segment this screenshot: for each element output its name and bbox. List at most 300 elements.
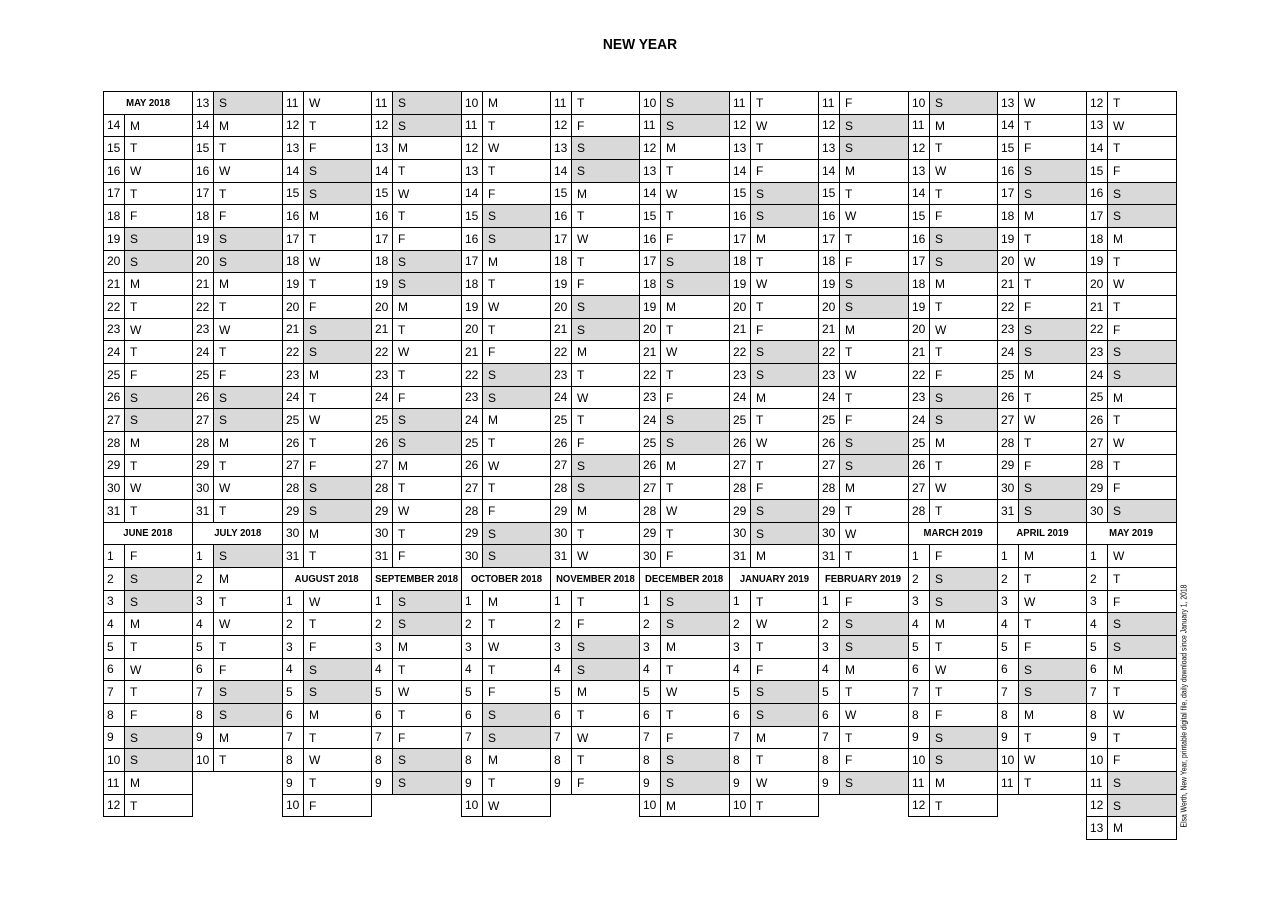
day-number: 26 — [909, 455, 930, 476]
weekday-letter: F — [1024, 141, 1032, 155]
day-number: 15 — [640, 205, 661, 227]
weekday-letter: S — [398, 753, 407, 767]
day-number: 31 — [819, 545, 840, 567]
day-cell — [461, 159, 551, 183]
weekday-letter: W — [1024, 413, 1036, 427]
weekday-letter: S — [1113, 345, 1122, 359]
weekday-letter: T — [488, 277, 496, 291]
day-cell — [371, 703, 462, 727]
day-number: 11 — [909, 772, 930, 794]
day-number: 18 — [909, 273, 930, 295]
day-number: 5 — [640, 681, 661, 703]
day-number: 4 — [551, 659, 572, 680]
day-number: 18 — [193, 205, 214, 227]
weekday-letter: W — [309, 96, 321, 110]
day-number: 17 — [819, 228, 840, 250]
day-number: 22 — [730, 341, 751, 363]
day-number: 3 — [104, 591, 125, 612]
weekday-letter: W — [935, 481, 947, 495]
weekday-letter: S — [219, 232, 228, 246]
weekday-letter: W — [309, 594, 321, 609]
day-number: 29 — [730, 500, 751, 522]
day-cell — [282, 499, 372, 523]
day-cell — [192, 386, 283, 409]
weekday-letter: T — [666, 481, 674, 495]
day-cell — [192, 476, 283, 500]
day-cell — [997, 318, 1087, 341]
weekday-letter: S — [1024, 322, 1033, 337]
day-cell — [908, 363, 998, 387]
day-number: 11 — [283, 92, 304, 114]
weekday-letter: M — [845, 662, 855, 677]
weekday-letter: M — [577, 186, 587, 201]
weekday-letter: M — [219, 572, 229, 586]
day-cell — [1086, 794, 1177, 817]
day-cell — [1086, 771, 1177, 795]
day-cell — [997, 136, 1087, 160]
day-cell — [103, 114, 193, 137]
day-cell — [818, 227, 909, 251]
weekday-letter: W — [309, 254, 321, 269]
day-number: 28 — [283, 477, 304, 499]
day-number: 15 — [104, 137, 125, 159]
day-number: 24 — [462, 409, 483, 431]
weekday-letter: S — [577, 640, 586, 654]
day-cell — [818, 91, 909, 115]
day-cell — [818, 612, 909, 636]
weekday-letter: S — [1113, 504, 1122, 518]
day-cell — [461, 703, 551, 727]
day-cell — [908, 250, 998, 273]
day-cell — [103, 250, 193, 273]
day-cell — [1086, 658, 1177, 681]
day-cell — [550, 408, 640, 432]
day-cell — [550, 250, 640, 273]
day-number: 29 — [819, 500, 840, 522]
day-cell — [371, 204, 462, 228]
day-cell — [908, 680, 998, 704]
day-number: 20 — [998, 251, 1019, 272]
day-cell — [729, 114, 819, 137]
day-number: 22 — [1087, 319, 1108, 340]
weekday-letter: T — [935, 458, 943, 473]
day-number: 7 — [998, 681, 1019, 703]
day-number: 23 — [283, 364, 304, 386]
month-header-label: MAY 2018 — [126, 97, 170, 109]
day-number: 23 — [909, 387, 930, 408]
day-cell — [908, 408, 998, 432]
weekday-letter: M — [935, 277, 945, 291]
day-cell — [192, 318, 283, 341]
weekday-letter: F — [1113, 322, 1121, 337]
day-cell — [818, 272, 909, 296]
day-cell — [461, 612, 551, 636]
day-number: 6 — [193, 659, 214, 680]
weekday-letter: W — [935, 662, 947, 677]
day-number: 9 — [372, 772, 393, 794]
day-cell — [371, 159, 462, 183]
weekday-letter: S — [130, 594, 139, 609]
weekday-letter: S — [309, 685, 318, 699]
day-cell — [997, 204, 1087, 228]
day-number: 18 — [1087, 228, 1108, 250]
day-number: 24 — [193, 341, 214, 363]
weekday-letter: T — [130, 798, 138, 813]
day-number: 30 — [372, 523, 393, 544]
day-cell — [818, 408, 909, 432]
day-cell — [729, 272, 819, 296]
weekday-letter: T — [1024, 118, 1032, 133]
day-number: 5 — [909, 636, 930, 658]
weekday-letter: S — [845, 617, 854, 631]
day-cell — [818, 386, 909, 409]
day-number: 7 — [640, 727, 661, 748]
day-number: 14 — [1087, 137, 1108, 159]
day-number: 21 — [998, 273, 1019, 295]
weekday-letter: S — [1113, 617, 1122, 631]
weekday-letter: S — [577, 481, 586, 495]
weekday-letter: W — [398, 685, 410, 699]
day-number: 8 — [998, 704, 1019, 726]
day-cell — [371, 250, 462, 273]
day-number: 3 — [193, 591, 214, 612]
day-cell — [818, 136, 909, 160]
day-number: 10 — [909, 749, 930, 771]
day-cell — [282, 159, 372, 183]
day-number: 20 — [909, 319, 930, 340]
month-header-label: SEPTEMBER 2018 — [375, 573, 458, 585]
day-cell — [103, 680, 193, 704]
day-cell — [103, 544, 193, 568]
day-number: 7 — [283, 727, 304, 748]
day-cell — [282, 612, 372, 636]
weekday-letter: T — [1113, 730, 1121, 745]
day-cell — [550, 227, 640, 251]
day-cell — [192, 136, 283, 160]
day-cell — [729, 431, 819, 455]
day-number: 15 — [372, 183, 393, 204]
day-number: 6 — [283, 704, 304, 726]
day-cell — [639, 748, 730, 772]
day-cell — [1086, 612, 1177, 636]
weekday-letter: S — [845, 458, 854, 473]
day-number: 1 — [1087, 545, 1108, 567]
weekday-letter: S — [309, 322, 318, 337]
weekday-letter: M — [756, 232, 766, 246]
weekday-letter: T — [219, 458, 227, 473]
day-number: 11 — [104, 772, 125, 794]
day-number: 24 — [909, 409, 930, 431]
weekday-letter: T — [935, 640, 943, 654]
day-cell — [818, 318, 909, 341]
weekday-letter: S — [219, 390, 228, 405]
day-number: 17 — [462, 251, 483, 272]
weekday-letter: S — [756, 526, 765, 541]
weekday-letter: F — [130, 209, 138, 223]
day-number: 3 — [909, 591, 930, 612]
day-cell — [639, 204, 730, 228]
weekday-letter: T — [398, 368, 406, 382]
day-cell — [103, 204, 193, 228]
weekday-letter: T — [1113, 254, 1121, 269]
day-cell — [1086, 250, 1177, 273]
day-cell — [192, 91, 283, 115]
day-cell — [639, 522, 730, 545]
day-number: 29 — [640, 523, 661, 544]
weekday-letter: T — [488, 436, 496, 450]
day-number: 8 — [1087, 704, 1108, 726]
weekday-letter: F — [845, 254, 853, 269]
weekday-letter: T — [845, 345, 853, 359]
day-cell — [550, 748, 640, 772]
day-cell — [103, 159, 193, 183]
weekday-letter: S — [398, 436, 407, 450]
day-number: 19 — [462, 296, 483, 318]
day-cell — [461, 363, 551, 387]
day-cell — [371, 499, 462, 523]
day-cell — [103, 454, 193, 477]
day-cell — [908, 114, 998, 137]
day-number: 10 — [909, 92, 930, 114]
day-number: 19 — [819, 273, 840, 295]
weekday-letter: S — [577, 458, 586, 473]
day-number: 2 — [1087, 568, 1108, 590]
day-number: 11 — [551, 92, 572, 114]
weekday-letter: M — [935, 118, 945, 133]
day-cell — [908, 227, 998, 251]
day-number: 18 — [640, 273, 661, 295]
day-cell — [371, 295, 462, 319]
day-number: 15 — [551, 183, 572, 204]
day-number: 12 — [1087, 795, 1108, 816]
day-number: 30 — [640, 545, 661, 567]
day-number: 5 — [819, 681, 840, 703]
day-number: 9 — [640, 772, 661, 794]
weekday-letter: F — [845, 594, 853, 609]
day-cell — [282, 272, 372, 296]
weekday-letter: W — [488, 141, 500, 155]
day-cell — [103, 431, 193, 455]
day-cell — [282, 544, 372, 568]
weekday-letter: T — [398, 481, 406, 495]
day-cell — [997, 250, 1087, 273]
day-number: 14 — [193, 115, 214, 136]
day-number: 3 — [551, 636, 572, 658]
day-number: 22 — [462, 364, 483, 386]
weekday-letter: T — [309, 277, 317, 291]
day-number: 6 — [640, 704, 661, 726]
day-number: 12 — [551, 115, 572, 136]
day-number: 16 — [551, 205, 572, 227]
day-number: 7 — [193, 681, 214, 703]
day-cell — [1086, 703, 1177, 727]
day-number: 27 — [730, 455, 751, 476]
day-number: 12 — [283, 115, 304, 136]
day-number: 24 — [998, 341, 1019, 363]
weekday-letter: T — [309, 549, 317, 563]
day-cell — [729, 794, 819, 817]
day-number: 16 — [998, 160, 1019, 182]
weekday-letter: T — [309, 730, 317, 745]
day-cell — [997, 476, 1087, 500]
day-number: 18 — [819, 251, 840, 272]
day-cell — [997, 182, 1087, 205]
weekday-letter: F — [1024, 300, 1032, 314]
weekday-letter: S — [309, 186, 318, 201]
day-number: 16 — [640, 228, 661, 250]
day-cell — [997, 680, 1087, 704]
weekday-letter: T — [309, 118, 317, 133]
day-number: 21 — [819, 319, 840, 340]
day-number: 23 — [998, 319, 1019, 340]
month-header-label: JULY 2018 — [213, 528, 262, 539]
day-number: 2 — [551, 613, 572, 635]
weekday-letter: S — [488, 368, 497, 382]
day-number: 23 — [1087, 341, 1108, 363]
day-cell — [103, 318, 193, 341]
weekday-letter: T — [756, 413, 764, 427]
day-number: 9 — [551, 772, 572, 794]
day-cell — [1086, 204, 1177, 228]
weekday-letter: T — [488, 776, 496, 790]
day-number: 28 — [462, 500, 483, 522]
day-cell — [550, 318, 640, 341]
weekday-letter: T — [488, 617, 496, 631]
weekday-letter: S — [309, 164, 318, 178]
month-header-label: AUGUST 2018 — [295, 573, 359, 585]
weekday-letter: T — [1113, 458, 1121, 473]
weekday-letter: W — [756, 776, 768, 790]
day-cell — [371, 454, 462, 477]
day-cell — [550, 91, 640, 115]
day-cell — [550, 386, 640, 409]
day-cell — [371, 658, 462, 681]
day-number: 22 — [640, 364, 661, 386]
weekday-letter: W — [1113, 436, 1125, 450]
day-number: 24 — [730, 387, 751, 408]
day-number: 21 — [104, 273, 125, 295]
day-cell — [371, 182, 462, 205]
day-number: 3 — [283, 636, 304, 658]
day-cell — [1086, 386, 1177, 409]
day-number: 17 — [998, 183, 1019, 204]
weekday-letter: M — [398, 300, 408, 314]
day-number: 6 — [104, 659, 125, 680]
day-cell — [908, 771, 998, 795]
day-number: 12 — [909, 137, 930, 159]
weekday-letter: S — [666, 776, 675, 790]
weekday-letter: M — [488, 413, 498, 427]
day-number: 16 — [909, 228, 930, 250]
day-number: 26 — [819, 432, 840, 454]
month-header-june-2018 — [103, 522, 193, 545]
day-number: 10 — [640, 92, 661, 114]
day-number: 1 — [551, 591, 572, 612]
weekday-letter: F — [1113, 594, 1121, 609]
day-number: 25 — [909, 432, 930, 454]
day-cell — [282, 635, 372, 659]
day-cell — [550, 544, 640, 568]
weekday-letter: W — [488, 300, 500, 314]
day-number: 11 — [730, 92, 751, 114]
day-cell — [818, 748, 909, 772]
day-cell — [371, 363, 462, 387]
day-number: 6 — [909, 659, 930, 680]
day-cell — [103, 295, 193, 319]
weekday-letter: W — [1024, 753, 1036, 767]
day-cell — [818, 159, 909, 183]
day-cell — [639, 476, 730, 500]
day-number: 1 — [909, 545, 930, 567]
day-number: 28 — [819, 477, 840, 499]
day-cell — [103, 408, 193, 432]
day-cell — [729, 522, 819, 545]
weekday-letter: M — [309, 708, 319, 722]
day-cell — [550, 680, 640, 704]
weekday-letter: S — [935, 232, 944, 246]
day-number: 31 — [283, 545, 304, 567]
day-number: 26 — [1087, 409, 1108, 431]
day-cell — [818, 771, 909, 795]
day-number: 6 — [819, 704, 840, 726]
day-cell — [997, 567, 1087, 591]
day-cell — [639, 454, 730, 477]
weekday-letter: S — [577, 300, 586, 314]
weekday-letter: T — [845, 549, 853, 563]
day-cell — [461, 272, 551, 296]
day-number: 18 — [462, 273, 483, 295]
day-number: 19 — [104, 228, 125, 250]
day-number: 4 — [104, 613, 125, 635]
day-number: 21 — [730, 319, 751, 340]
day-number: 4 — [462, 659, 483, 680]
weekday-letter: S — [488, 526, 497, 541]
day-cell — [103, 726, 193, 749]
day-number: 4 — [998, 613, 1019, 635]
day-number: 11 — [372, 92, 393, 114]
day-cell — [103, 567, 193, 591]
weekday-letter: S — [666, 277, 675, 291]
day-number: 16 — [283, 205, 304, 227]
weekday-letter: T — [130, 300, 138, 314]
day-cell — [639, 340, 730, 364]
day-cell — [371, 748, 462, 772]
day-cell — [818, 431, 909, 455]
day-number: 22 — [909, 364, 930, 386]
day-cell — [192, 363, 283, 387]
day-cell — [997, 295, 1087, 319]
day-number: 19 — [730, 273, 751, 295]
day-cell — [997, 408, 1087, 432]
weekday-letter: S — [398, 254, 407, 269]
day-number: 12 — [640, 137, 661, 159]
weekday-letter: F — [577, 776, 585, 790]
day-number: 13 — [909, 160, 930, 182]
day-number: 15 — [819, 183, 840, 204]
day-number: 19 — [998, 228, 1019, 250]
day-cell — [908, 499, 998, 523]
day-cell — [550, 182, 640, 205]
day-number: 25 — [640, 432, 661, 454]
weekday-letter: T — [309, 776, 317, 790]
day-number: 4 — [640, 659, 661, 680]
day-number: 20 — [372, 296, 393, 318]
weekday-letter: W — [577, 232, 589, 246]
day-number: 2 — [730, 613, 751, 635]
day-number: 19 — [372, 273, 393, 295]
day-number: 9 — [909, 727, 930, 748]
day-number: 24 — [1087, 364, 1108, 386]
